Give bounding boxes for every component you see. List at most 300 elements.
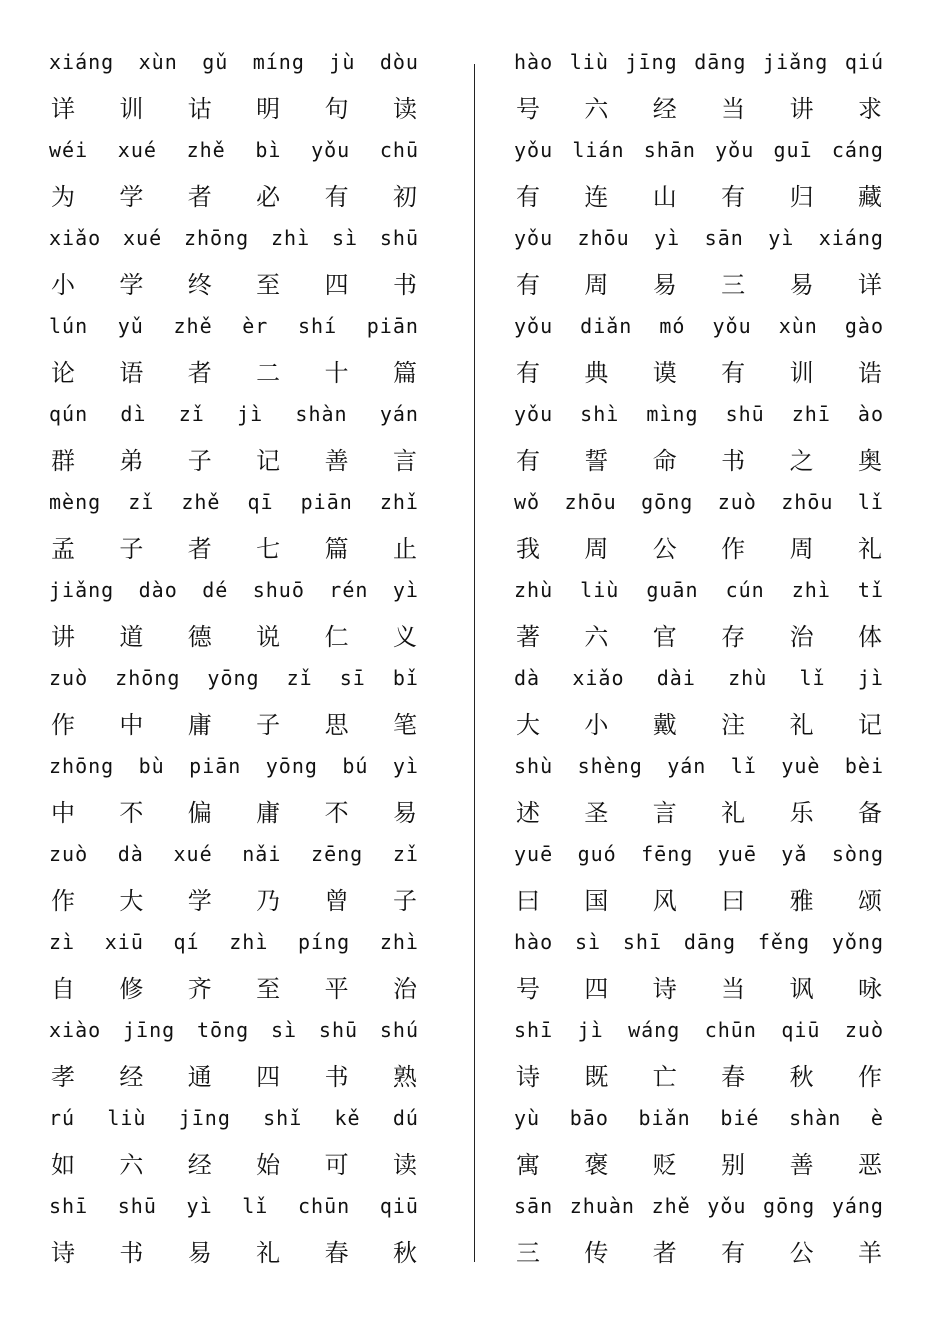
hanzi-character: 讲 [789, 94, 814, 123]
hanzi-character: 秋 [789, 1062, 814, 1091]
hanzi-character: 我 [516, 534, 540, 563]
pinyin-syllable: shí [298, 314, 338, 338]
pinyin-syllable: nǎi [242, 842, 282, 866]
hanzi-character: 诗 [51, 1238, 75, 1267]
hanzi-character: 六 [584, 622, 609, 651]
pinyin-syllable: mèng [49, 490, 102, 514]
pinyin-syllable: shú [379, 1018, 419, 1042]
pinyin-syllable: shī [49, 1194, 89, 1218]
hanzi-character: 雅 [789, 886, 814, 915]
hanzi-character: 春 [721, 1062, 746, 1091]
hanzi-character: 国 [584, 886, 609, 915]
hanzi-character: 四 [324, 270, 349, 299]
hanzi-character: 言 [652, 798, 677, 827]
pinyin-syllable: qiū [379, 1194, 419, 1218]
hanzi-character: 命 [652, 446, 677, 475]
hanzi-character: 寓 [516, 1150, 540, 1179]
hanzi-character: 典 [584, 358, 609, 387]
pinyin-syllable: shì [580, 402, 620, 426]
pinyin-syllable: yì [768, 226, 795, 250]
pinyin-syllable: shān [643, 138, 696, 162]
hanzi-character: 子 [256, 710, 281, 739]
pinyin-syllable: jīng [625, 50, 678, 74]
hanzi-character: 孟 [51, 534, 75, 563]
pinyin-syllable: míng [252, 50, 305, 74]
hanzi-character: 学 [187, 886, 212, 915]
pinyin-line [49, 832, 419, 876]
hanzi-character: 有 [721, 182, 746, 211]
pinyin-syllable: kě [334, 1106, 361, 1130]
hanzi-line [514, 436, 884, 480]
pinyin-syllable: xiáng [818, 226, 884, 250]
hanzi-character: 六 [584, 94, 609, 123]
pinyin-syllable: dāng [683, 930, 736, 954]
pinyin-syllable: shàn [295, 402, 348, 426]
hanzi-character: 义 [392, 622, 417, 651]
pinyin-line [49, 1096, 419, 1140]
hanzi-character: 言 [392, 446, 417, 475]
hanzi-line [514, 964, 884, 1008]
hanzi-character: 初 [392, 182, 417, 211]
hanzi-character: 终 [187, 270, 212, 299]
pinyin-syllable: yǒu [514, 138, 554, 162]
hanzi-character: 大 [516, 710, 540, 739]
pinyin-line [514, 1008, 884, 1052]
hanzi-line [49, 172, 419, 216]
pinyin-syllable: xué [123, 226, 163, 250]
hanzi-character: 学 [119, 270, 144, 299]
pinyin-syllable: xùn [778, 314, 818, 338]
hanzi-character: 仁 [324, 622, 349, 651]
hanzi-character: 羊 [857, 1238, 882, 1267]
pinyin-syllable: shàn [789, 1106, 842, 1130]
pinyin-syllable: yǔ [117, 314, 144, 338]
pinyin-syllable: bì [255, 138, 282, 162]
pinyin-syllable: qiú [844, 50, 884, 74]
pinyin-line [514, 744, 884, 788]
pinyin-syllable: yǒu [514, 402, 554, 426]
pinyin-syllable: yuē [514, 842, 554, 866]
pinyin-syllable: piān [300, 490, 353, 514]
pinyin-syllable: shū [117, 1194, 157, 1218]
hanzi-character: 经 [119, 1062, 144, 1091]
hanzi-character: 自 [51, 974, 75, 1003]
hanzi-character: 为 [51, 182, 75, 211]
pinyin-syllable: jì [577, 1018, 604, 1042]
hanzi-character: 诗 [516, 1062, 540, 1091]
pinyin-syllable: wǒ [514, 490, 541, 514]
hanzi-character: 四 [584, 974, 609, 1003]
pinyin-line [49, 40, 419, 84]
pinyin-syllable: shū [318, 1018, 359, 1042]
pinyin-syllable: bāo [569, 1106, 609, 1130]
pinyin-syllable: xué [173, 842, 213, 866]
pinyin-syllable: dāng [694, 50, 747, 74]
pinyin-line [514, 656, 884, 700]
hanzi-character: 颂 [857, 886, 882, 915]
hanzi-character: 咏 [857, 974, 882, 1003]
hanzi-character: 贬 [652, 1150, 677, 1179]
hanzi-character: 易 [392, 798, 417, 827]
pinyin-syllable: jiǎng [763, 50, 829, 74]
pinyin-syllable: yù [514, 1106, 541, 1130]
pinyin-syllable: mó [659, 314, 686, 338]
pinyin-syllable: shī [514, 1018, 554, 1042]
pinyin-syllable: rén [329, 578, 369, 602]
left-column [49, 40, 419, 1272]
pinyin-line [514, 392, 884, 436]
hanzi-character: 中 [51, 798, 75, 827]
pinyin-syllable: guī [773, 138, 813, 162]
hanzi-character: 曰 [516, 886, 540, 915]
hanzi-character: 求 [857, 94, 882, 123]
pinyin-syllable: yǒng [831, 930, 884, 954]
hanzi-character: 书 [119, 1238, 144, 1267]
hanzi-character: 诗 [652, 974, 677, 1003]
hanzi-character: 礼 [256, 1238, 281, 1267]
pinyin-syllable: zuò [717, 490, 757, 514]
hanzi-character: 读 [392, 1150, 417, 1179]
pinyin-syllable: lǐ [242, 1194, 269, 1218]
hanzi-character: 有 [516, 358, 540, 387]
hanzi-character: 有 [721, 358, 746, 387]
pinyin-syllable: xiǎo [49, 226, 102, 250]
hanzi-character: 乃 [256, 886, 281, 915]
pinyin-syllable: bù [138, 754, 165, 778]
hanzi-character: 奥 [857, 446, 882, 475]
pinyin-syllable: dào [138, 578, 178, 602]
hanzi-line [49, 524, 419, 568]
hanzi-line [514, 788, 884, 832]
pinyin-syllable: shū [725, 402, 765, 426]
pinyin-syllable: xiū [104, 930, 144, 954]
pinyin-syllable: zhì [379, 930, 419, 954]
pinyin-syllable: shī [622, 930, 662, 954]
hanzi-character: 礼 [857, 534, 882, 563]
hanzi-character: 善 [324, 446, 349, 475]
pinyin-line [514, 920, 884, 964]
pinyin-line [49, 744, 419, 788]
hanzi-character: 止 [392, 534, 417, 563]
hanzi-character: 治 [789, 622, 814, 651]
hanzi-character: 礼 [789, 710, 814, 739]
hanzi-line [49, 876, 419, 920]
hanzi-character: 可 [324, 1150, 349, 1179]
pinyin-line [514, 832, 884, 876]
hanzi-character: 善 [789, 1150, 814, 1179]
pinyin-syllable: yǒu [707, 1194, 747, 1218]
hanzi-line [49, 1140, 419, 1184]
hanzi-line [49, 788, 419, 832]
pinyin-syllable: cáng [831, 138, 884, 162]
hanzi-character: 诂 [187, 94, 212, 123]
hanzi-character: 小 [51, 270, 75, 299]
hanzi-line [514, 1228, 884, 1272]
hanzi-character: 圣 [584, 798, 609, 827]
pinyin-line [49, 480, 419, 524]
pinyin-syllable: yǒu [715, 138, 755, 162]
hanzi-character: 论 [51, 358, 75, 387]
hanzi-character: 有 [516, 182, 540, 211]
pinyin-line [49, 568, 419, 612]
pinyin-syllable: zhì [791, 578, 831, 602]
hanzi-character: 小 [584, 710, 609, 739]
hanzi-character: 熟 [392, 1062, 417, 1091]
pinyin-line [49, 656, 419, 700]
hanzi-character: 号 [516, 974, 540, 1003]
hanzi-character: 不 [119, 798, 144, 827]
hanzi-character: 大 [119, 886, 144, 915]
pinyin-syllable: piān [189, 754, 242, 778]
hanzi-character: 者 [652, 1238, 677, 1267]
pinyin-syllable: yuè [781, 754, 821, 778]
hanzi-line [514, 348, 884, 392]
pinyin-syllable: yì [186, 1194, 213, 1218]
pinyin-line [514, 128, 884, 172]
pinyin-syllable: shǐ [263, 1106, 303, 1130]
hanzi-character: 者 [187, 358, 212, 387]
hanzi-line [49, 436, 419, 480]
pinyin-syllable: dì [120, 402, 147, 426]
pinyin-syllable: zhì [271, 226, 311, 250]
hanzi-character: 誓 [584, 446, 609, 475]
pinyin-syllable: guān [646, 578, 699, 602]
hanzi-character: 书 [392, 270, 417, 299]
hanzi-character: 三 [516, 1238, 540, 1267]
pinyin-syllable: piān [366, 314, 419, 338]
pinyin-syllable: yuē [717, 842, 757, 866]
hanzi-character: 偏 [187, 798, 212, 827]
hanzi-line [514, 1140, 884, 1184]
pinyin-syllable: sī [339, 666, 366, 690]
pinyin-line [49, 216, 419, 260]
pinyin-syllable: gào [844, 314, 884, 338]
hanzi-character: 作 [51, 886, 75, 915]
hanzi-character: 如 [51, 1150, 75, 1179]
hanzi-character: 著 [516, 622, 540, 651]
hanzi-character: 者 [187, 534, 212, 563]
hanzi-character: 体 [857, 622, 882, 651]
pinyin-syllable: bié [720, 1106, 760, 1130]
hanzi-character: 训 [119, 94, 144, 123]
pinyin-syllable: yǒu [514, 314, 554, 338]
pinyin-syllable: zēng [311, 842, 364, 866]
hanzi-character: 十 [324, 358, 349, 387]
hanzi-character: 官 [652, 622, 677, 651]
pinyin-syllable: yán [667, 754, 707, 778]
pinyin-line [514, 304, 884, 348]
pinyin-syllable: zǐ [392, 842, 419, 866]
hanzi-character: 二 [256, 358, 281, 387]
pinyin-syllable: cún [725, 578, 765, 602]
pinyin-line [49, 1184, 419, 1228]
hanzi-character: 语 [119, 358, 144, 387]
pinyin-syllable: yáng [831, 1194, 884, 1218]
hanzi-character: 明 [256, 94, 281, 123]
pinyin-syllable: è [870, 1106, 884, 1130]
hanzi-character: 经 [652, 94, 677, 123]
hanzi-line [49, 348, 419, 392]
pinyin-syllable: yōng [265, 754, 318, 778]
hanzi-character: 篇 [392, 358, 417, 387]
hanzi-line [49, 1052, 419, 1096]
pinyin-syllable: jù [329, 50, 356, 74]
pinyin-syllable: zǐ [286, 666, 313, 690]
pinyin-syllable: yǒu [514, 226, 554, 250]
pinyin-syllable: zhù [728, 666, 768, 690]
pinyin-syllable: bú [342, 754, 369, 778]
pinyin-syllable: zhōu [781, 490, 834, 514]
hanzi-character: 曰 [721, 886, 746, 915]
hanzi-character: 书 [721, 446, 746, 475]
hanzi-line [49, 964, 419, 1008]
pinyin-syllable: zhě [186, 138, 226, 162]
pinyin-syllable: zǐ [128, 490, 155, 514]
pinyin-syllable: tōng [197, 1018, 250, 1042]
hanzi-character: 作 [51, 710, 75, 739]
pinyin-syllable: jì [237, 402, 264, 426]
pinyin-syllable: zhù [514, 578, 554, 602]
pinyin-syllable: sān [704, 226, 744, 250]
hanzi-line [514, 260, 884, 304]
pinyin-line [514, 568, 884, 612]
column-divider [474, 64, 475, 1262]
hanzi-character: 治 [392, 974, 417, 1003]
hanzi-character: 恶 [857, 1150, 882, 1179]
pinyin-syllable: chū [379, 138, 419, 162]
hanzi-character: 风 [652, 886, 677, 915]
pinyin-line [514, 40, 884, 84]
hanzi-line [49, 84, 419, 128]
pinyin-syllable: zhōu [564, 490, 617, 514]
hanzi-character: 弟 [119, 446, 144, 475]
pinyin-syllable: xué [117, 138, 157, 162]
hanzi-character: 乐 [789, 798, 814, 827]
hanzi-character: 有 [516, 446, 540, 475]
pinyin-syllable: jīng [123, 1018, 176, 1042]
pinyin-syllable: lún [49, 314, 89, 338]
pinyin-syllable: dài [656, 666, 696, 690]
hanzi-character: 道 [119, 622, 144, 651]
pinyin-syllable: yǎ [781, 842, 808, 866]
pinyin-syllable: yōng [207, 666, 260, 690]
pinyin-syllable: yán [379, 402, 419, 426]
pinyin-syllable: shù [514, 754, 554, 778]
pinyin-syllable: xiào [49, 1018, 102, 1042]
hanzi-character: 孝 [51, 1062, 75, 1091]
hanzi-character: 读 [392, 94, 417, 123]
pinyin-syllable: lǐ [857, 490, 884, 514]
pinyin-syllable: xiǎo [572, 666, 625, 690]
hanzi-character: 戴 [652, 710, 677, 739]
hanzi-character: 归 [789, 182, 814, 211]
pinyin-line [49, 920, 419, 964]
pinyin-syllable: wáng [628, 1018, 681, 1042]
hanzi-character: 笔 [392, 710, 417, 739]
pinyin-syllable: mìng [646, 402, 699, 426]
pinyin-syllable: qiū [781, 1018, 821, 1042]
pinyin-syllable: zì [49, 930, 76, 954]
hanzi-character: 不 [324, 798, 349, 827]
pinyin-syllable: sān [514, 1194, 554, 1218]
pinyin-syllable: jīng [178, 1106, 231, 1130]
pinyin-syllable: lián [572, 138, 625, 162]
hanzi-character: 曾 [324, 886, 349, 915]
pinyin-syllable: rú [49, 1106, 76, 1130]
hanzi-character: 书 [324, 1062, 349, 1091]
pinyin-syllable: hào [514, 930, 554, 954]
hanzi-line [514, 700, 884, 744]
pinyin-syllable: yì [392, 754, 419, 778]
hanzi-character: 传 [584, 1238, 609, 1267]
pinyin-syllable: liù [580, 578, 620, 602]
pinyin-syllable: qún [49, 402, 89, 426]
hanzi-character: 四 [256, 1062, 281, 1091]
pinyin-syllable: zhǐ [379, 490, 419, 514]
pinyin-line [514, 216, 884, 260]
hanzi-character: 秋 [392, 1238, 417, 1267]
hanzi-character: 子 [187, 446, 212, 475]
hanzi-character: 详 [51, 94, 75, 123]
hanzi-character: 诰 [857, 358, 882, 387]
hanzi-line [514, 84, 884, 128]
pinyin-syllable: sì [574, 930, 602, 954]
hanzi-character: 号 [516, 94, 540, 123]
pinyin-syllable: chūn [298, 1194, 351, 1218]
hanzi-character: 既 [584, 1062, 609, 1091]
pinyin-line [49, 1008, 419, 1052]
pinyin-syllable: sì [331, 226, 359, 250]
pinyin-syllable: zhě [181, 490, 221, 514]
hanzi-character: 修 [119, 974, 144, 1003]
hanzi-character: 褒 [584, 1150, 609, 1179]
hanzi-character: 学 [119, 182, 144, 211]
hanzi-character: 通 [187, 1062, 212, 1091]
pinyin-syllable: dà [117, 842, 144, 866]
pinyin-syllable: yǒu [311, 138, 351, 162]
hanzi-character: 训 [789, 358, 814, 387]
hanzi-character: 易 [789, 270, 814, 299]
pinyin-syllable: zhě [173, 314, 213, 338]
pinyin-syllable: hào [514, 50, 554, 74]
pinyin-syllable: chūn [704, 1018, 757, 1042]
pinyin-syllable: xiáng [49, 50, 115, 74]
hanzi-character: 讽 [789, 974, 814, 1003]
pinyin-syllable: bǐ [392, 666, 419, 690]
pinyin-syllable: zuò [49, 842, 89, 866]
pinyin-syllable: sòng [831, 842, 884, 866]
pinyin-syllable: dé [202, 578, 229, 602]
hanzi-character: 注 [721, 710, 746, 739]
pinyin-syllable: dòu [379, 50, 419, 74]
pinyin-syllable: xùn [138, 50, 178, 74]
pinyin-syllable: diǎn [580, 314, 633, 338]
pinyin-syllable: gōng [763, 1194, 816, 1218]
hanzi-character: 作 [857, 1062, 882, 1091]
hanzi-character: 至 [256, 270, 281, 299]
hanzi-character: 群 [51, 446, 75, 475]
pinyin-syllable: tǐ [857, 578, 884, 602]
hanzi-line [49, 700, 419, 744]
hanzi-line [514, 524, 884, 568]
pinyin-syllable: dú [392, 1106, 419, 1130]
hanzi-character: 公 [652, 534, 677, 563]
pinyin-syllable: sì [271, 1018, 298, 1042]
hanzi-character: 之 [789, 446, 814, 475]
hanzi-character: 七 [256, 534, 281, 563]
pinyin-syllable: yǒu [712, 314, 752, 338]
hanzi-character: 谟 [652, 358, 677, 387]
